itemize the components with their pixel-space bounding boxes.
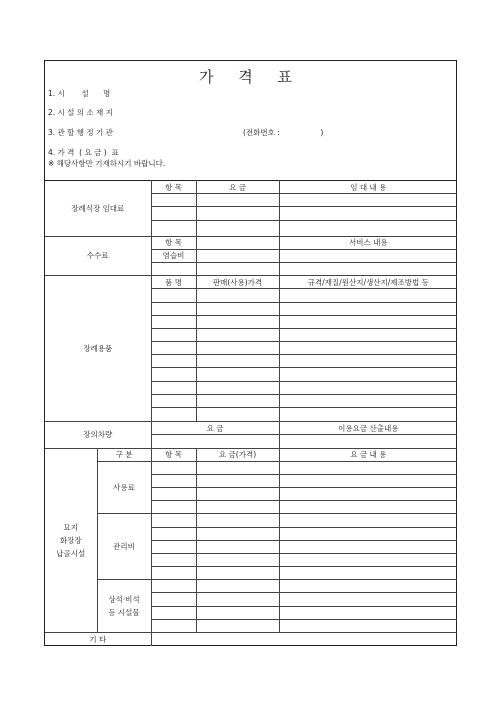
cell[interactable] — [279, 514, 457, 527]
cell[interactable] — [279, 249, 457, 262]
table-row — [45, 514, 457, 527]
table-row — [45, 422, 457, 435]
facility-address-label: 2. 시 설 의 소 재 지 — [48, 108, 113, 117]
cell[interactable] — [196, 553, 279, 566]
table-row — [45, 632, 457, 646]
table-row — [45, 461, 457, 474]
cell[interactable] — [151, 355, 196, 368]
cell[interactable] — [196, 328, 279, 341]
cell[interactable] — [196, 315, 279, 328]
cell[interactable] — [196, 249, 279, 262]
cell[interactable] — [151, 593, 196, 606]
crematorium-label: 화장장 — [59, 535, 82, 545]
header-hearse-fee: 요 금 — [151, 422, 279, 435]
cell[interactable] — [196, 207, 279, 220]
cell[interactable] — [279, 394, 457, 407]
cell[interactable] — [196, 289, 279, 302]
cell[interactable] — [279, 540, 457, 553]
cell[interactable] — [279, 501, 457, 514]
cell[interactable] — [196, 593, 279, 606]
form-title: 가 격 표 — [198, 68, 302, 86]
cell[interactable] — [279, 368, 457, 381]
cell[interactable] — [196, 501, 279, 514]
hearse-label: 장의차량 — [45, 422, 151, 448]
funeral-goods-label: 장례용품 — [45, 276, 151, 422]
header-item: 항 목 — [151, 236, 196, 249]
header-division: 구 분 — [97, 448, 151, 461]
cell[interactable] — [279, 461, 457, 474]
cell[interactable] — [151, 540, 196, 553]
admin-office-label: 3. 관 할 행 정 기 관 — [48, 128, 113, 137]
stone-label-line2: 등 시설물 — [108, 608, 140, 618]
cell[interactable] — [279, 593, 457, 606]
cell[interactable] — [279, 407, 457, 421]
cell[interactable] — [279, 488, 457, 501]
header-item: 항 목 — [151, 448, 196, 461]
cell[interactable] — [279, 580, 457, 593]
cell[interactable] — [196, 407, 279, 421]
embalming-fee-label: 염습비 — [151, 249, 196, 262]
fees-label: 수수료 — [45, 236, 151, 276]
cemetery-label: 묘지 — [63, 522, 78, 532]
cell[interactable] — [151, 342, 196, 355]
cell[interactable] — [196, 514, 279, 527]
cell[interactable] — [279, 619, 457, 632]
cell[interactable] — [151, 514, 196, 527]
table-row — [45, 448, 457, 461]
cell[interactable] — [151, 632, 457, 646]
cell[interactable] — [279, 220, 457, 236]
cell[interactable] — [279, 527, 457, 540]
cell[interactable] — [196, 474, 279, 487]
table-row — [45, 580, 457, 593]
cell[interactable] — [196, 355, 279, 368]
cell[interactable] — [196, 368, 279, 381]
cell[interactable] — [151, 394, 196, 407]
cell[interactable] — [279, 289, 457, 302]
header-fee: 요 금 — [196, 181, 279, 194]
header-fee-calculation: 이용요금 산출내용 — [279, 422, 457, 435]
cell[interactable] — [196, 527, 279, 540]
cell[interactable] — [151, 606, 196, 619]
cell[interactable] — [151, 580, 196, 593]
cell[interactable] — [279, 474, 457, 487]
cell[interactable] — [196, 394, 279, 407]
cell[interactable] — [151, 619, 196, 632]
cell[interactable] — [151, 315, 196, 328]
cell[interactable] — [279, 355, 457, 368]
cell[interactable] — [196, 236, 279, 249]
cell[interactable] — [279, 328, 457, 341]
cell[interactable] — [151, 488, 196, 501]
cell[interactable] — [196, 580, 279, 593]
usage-fee-label: 사용료 — [97, 461, 151, 514]
cell[interactable] — [196, 220, 279, 236]
cell[interactable] — [279, 263, 457, 276]
cemetery-crematorium-label — [45, 448, 97, 632]
phone-number-label: (전화번호 : ) — [243, 128, 324, 137]
table-row — [45, 181, 457, 194]
cell[interactable] — [196, 540, 279, 553]
cell[interactable] — [196, 606, 279, 619]
cell[interactable] — [151, 328, 196, 341]
cell[interactable] — [196, 342, 279, 355]
cell[interactable] — [151, 368, 196, 381]
cell[interactable] — [196, 194, 279, 207]
header-rent-detail: 임 대 내 용 — [279, 181, 457, 194]
cell[interactable] — [279, 315, 457, 328]
table-row — [45, 236, 457, 249]
cell[interactable] — [279, 342, 457, 355]
cell[interactable] — [151, 220, 196, 236]
header-fee-detail: 요 금 내 용 — [279, 448, 457, 461]
facility-name-label: 1. 시 설 명 — [48, 89, 111, 98]
cell[interactable] — [151, 194, 196, 207]
cell[interactable] — [196, 461, 279, 474]
table-row — [45, 276, 457, 289]
cell[interactable] — [151, 263, 196, 276]
cell[interactable] — [279, 302, 457, 315]
cell[interactable] — [196, 488, 279, 501]
cell[interactable] — [151, 207, 196, 220]
cell[interactable] — [279, 194, 457, 207]
cell[interactable] — [279, 606, 457, 619]
cell[interactable] — [279, 553, 457, 566]
header-fee-price: 요 금(가격) — [196, 448, 279, 461]
columbarium-label: 납골시설 — [56, 548, 86, 558]
cell[interactable] — [151, 501, 196, 514]
header-service-detail: 서비스 내용 — [279, 236, 457, 249]
price-list-form — [44, 60, 457, 646]
header-goods-name: 품 명 — [151, 276, 196, 289]
cell[interactable] — [196, 302, 279, 315]
cell[interactable] — [151, 461, 196, 474]
instruction-note: ※ 해당사항만 기재하시기 바랍니다. — [48, 159, 166, 168]
cell[interactable] — [151, 407, 196, 421]
cell[interactable] — [279, 207, 457, 220]
other-label: 기 타 — [45, 632, 151, 646]
cell[interactable] — [279, 381, 457, 394]
cell[interactable] — [151, 553, 196, 566]
cell[interactable] — [151, 474, 196, 487]
cell[interactable] — [279, 435, 457, 448]
cell[interactable] — [151, 567, 196, 580]
stone-facilities-label — [97, 580, 151, 633]
price-table — [45, 180, 457, 646]
cell[interactable] — [151, 289, 196, 302]
cell[interactable] — [196, 567, 279, 580]
stone-label-line1: 상석·비석 — [108, 595, 140, 605]
cell[interactable] — [151, 302, 196, 315]
cell[interactable] — [151, 435, 279, 448]
header-spec: 규격/재질/원산지/생산지/제조방법 등 — [279, 276, 457, 289]
cell[interactable] — [196, 381, 279, 394]
header-sale-price: 판매(사용)가격 — [196, 276, 279, 289]
header-item: 항 목 — [151, 181, 196, 194]
cell[interactable] — [151, 527, 196, 540]
cell[interactable] — [279, 567, 457, 580]
management-fee-label: 관리비 — [97, 514, 151, 580]
cell[interactable] — [196, 619, 279, 632]
cell[interactable] — [151, 381, 196, 394]
funeral-hall-rent-label: 장례식장 임대료 — [45, 181, 151, 237]
cell[interactable] — [196, 263, 279, 276]
price-table-label: 4. 가 격 ( 요 금 ) 표 — [48, 148, 119, 157]
